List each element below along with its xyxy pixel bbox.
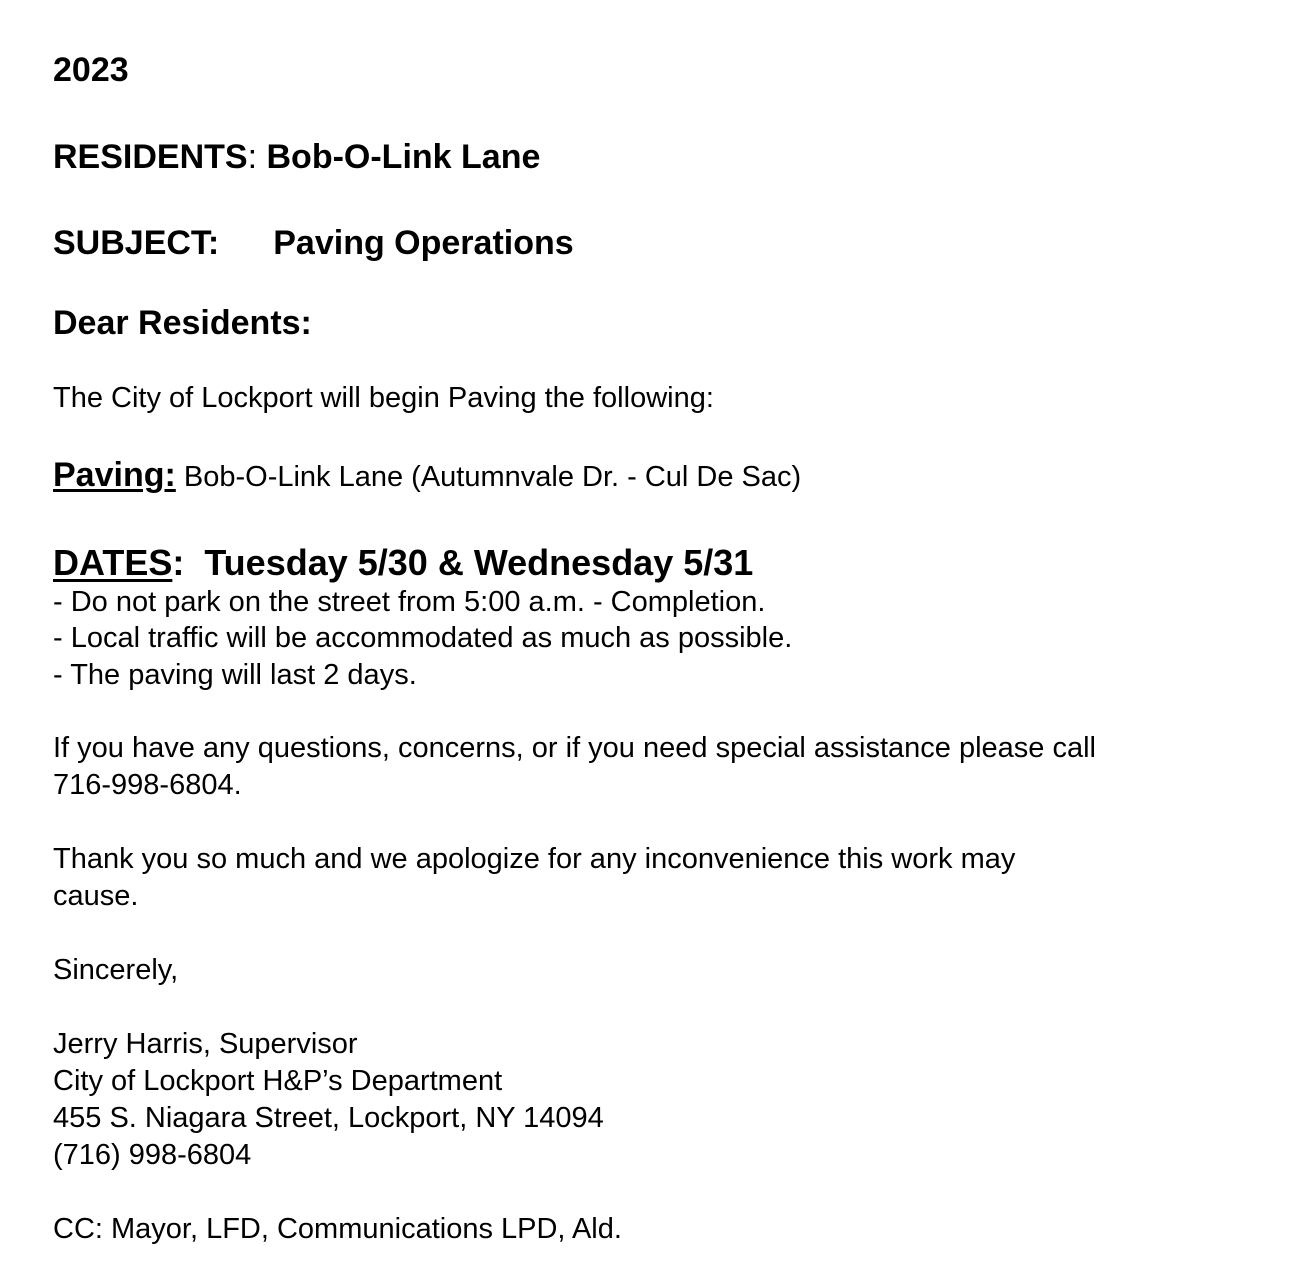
dates-line bbox=[53, 542, 754, 583]
thanks-text-end: cause. bbox=[53, 880, 139, 912]
paving-value: Bob-O-Link Lane (Autumnvale Dr. - Cul De Sac) bbox=[183, 461, 802, 493]
signature-phone: (716) 998-6804 bbox=[53, 1139, 252, 1171]
paving-label: Paving: bbox=[53, 456, 176, 494]
dates-colon: : bbox=[172, 542, 185, 583]
subject-line bbox=[53, 226, 574, 260]
signature-name: Jerry Harris, Supervisor bbox=[53, 1028, 358, 1060]
subject-label: SUBJECT: bbox=[53, 224, 220, 262]
greeting: Dear Residents: bbox=[53, 304, 312, 342]
signature-address: 455 S. Niagara Street, Lockport, NY 14094 bbox=[53, 1102, 604, 1134]
thanks-text: Thank you so much and we apologize for any inconvenience this work may bbox=[53, 843, 1016, 875]
list-item: - The paving will last 2 days. bbox=[53, 659, 417, 691]
dates-label: DATES bbox=[53, 542, 173, 583]
paving-line bbox=[53, 458, 801, 492]
residents-street: Bob-O-Link Lane bbox=[266, 138, 541, 176]
letter-year: 2023 bbox=[53, 51, 129, 89]
cc-line: CC: Mayor, LFD, Communications LPD, Ald. bbox=[53, 1213, 622, 1245]
subject-value: Paving Operations bbox=[273, 224, 574, 262]
signature-department: City of Lockport H&P’s Department bbox=[53, 1065, 503, 1097]
residents-line bbox=[53, 140, 540, 174]
questions-phone: 716-998-6804. bbox=[53, 769, 242, 801]
closing: Sincerely, bbox=[53, 954, 179, 986]
dates-value: Tuesday 5/30 & Wednesday 5/31 bbox=[204, 542, 754, 583]
residents-colon: : bbox=[247, 138, 258, 176]
intro-text: The City of Lockport will begin Paving the following: bbox=[53, 382, 714, 414]
residents-label: RESIDENTS bbox=[53, 138, 248, 176]
questions-text: If you have any questions, concerns, or if you need special assistance please call bbox=[53, 732, 1096, 764]
list-item: - Local traffic will be accommodated as much as possible. bbox=[53, 622, 793, 654]
list-item: - Do not park on the street from 5:00 a.m. - Completion. bbox=[53, 586, 766, 618]
